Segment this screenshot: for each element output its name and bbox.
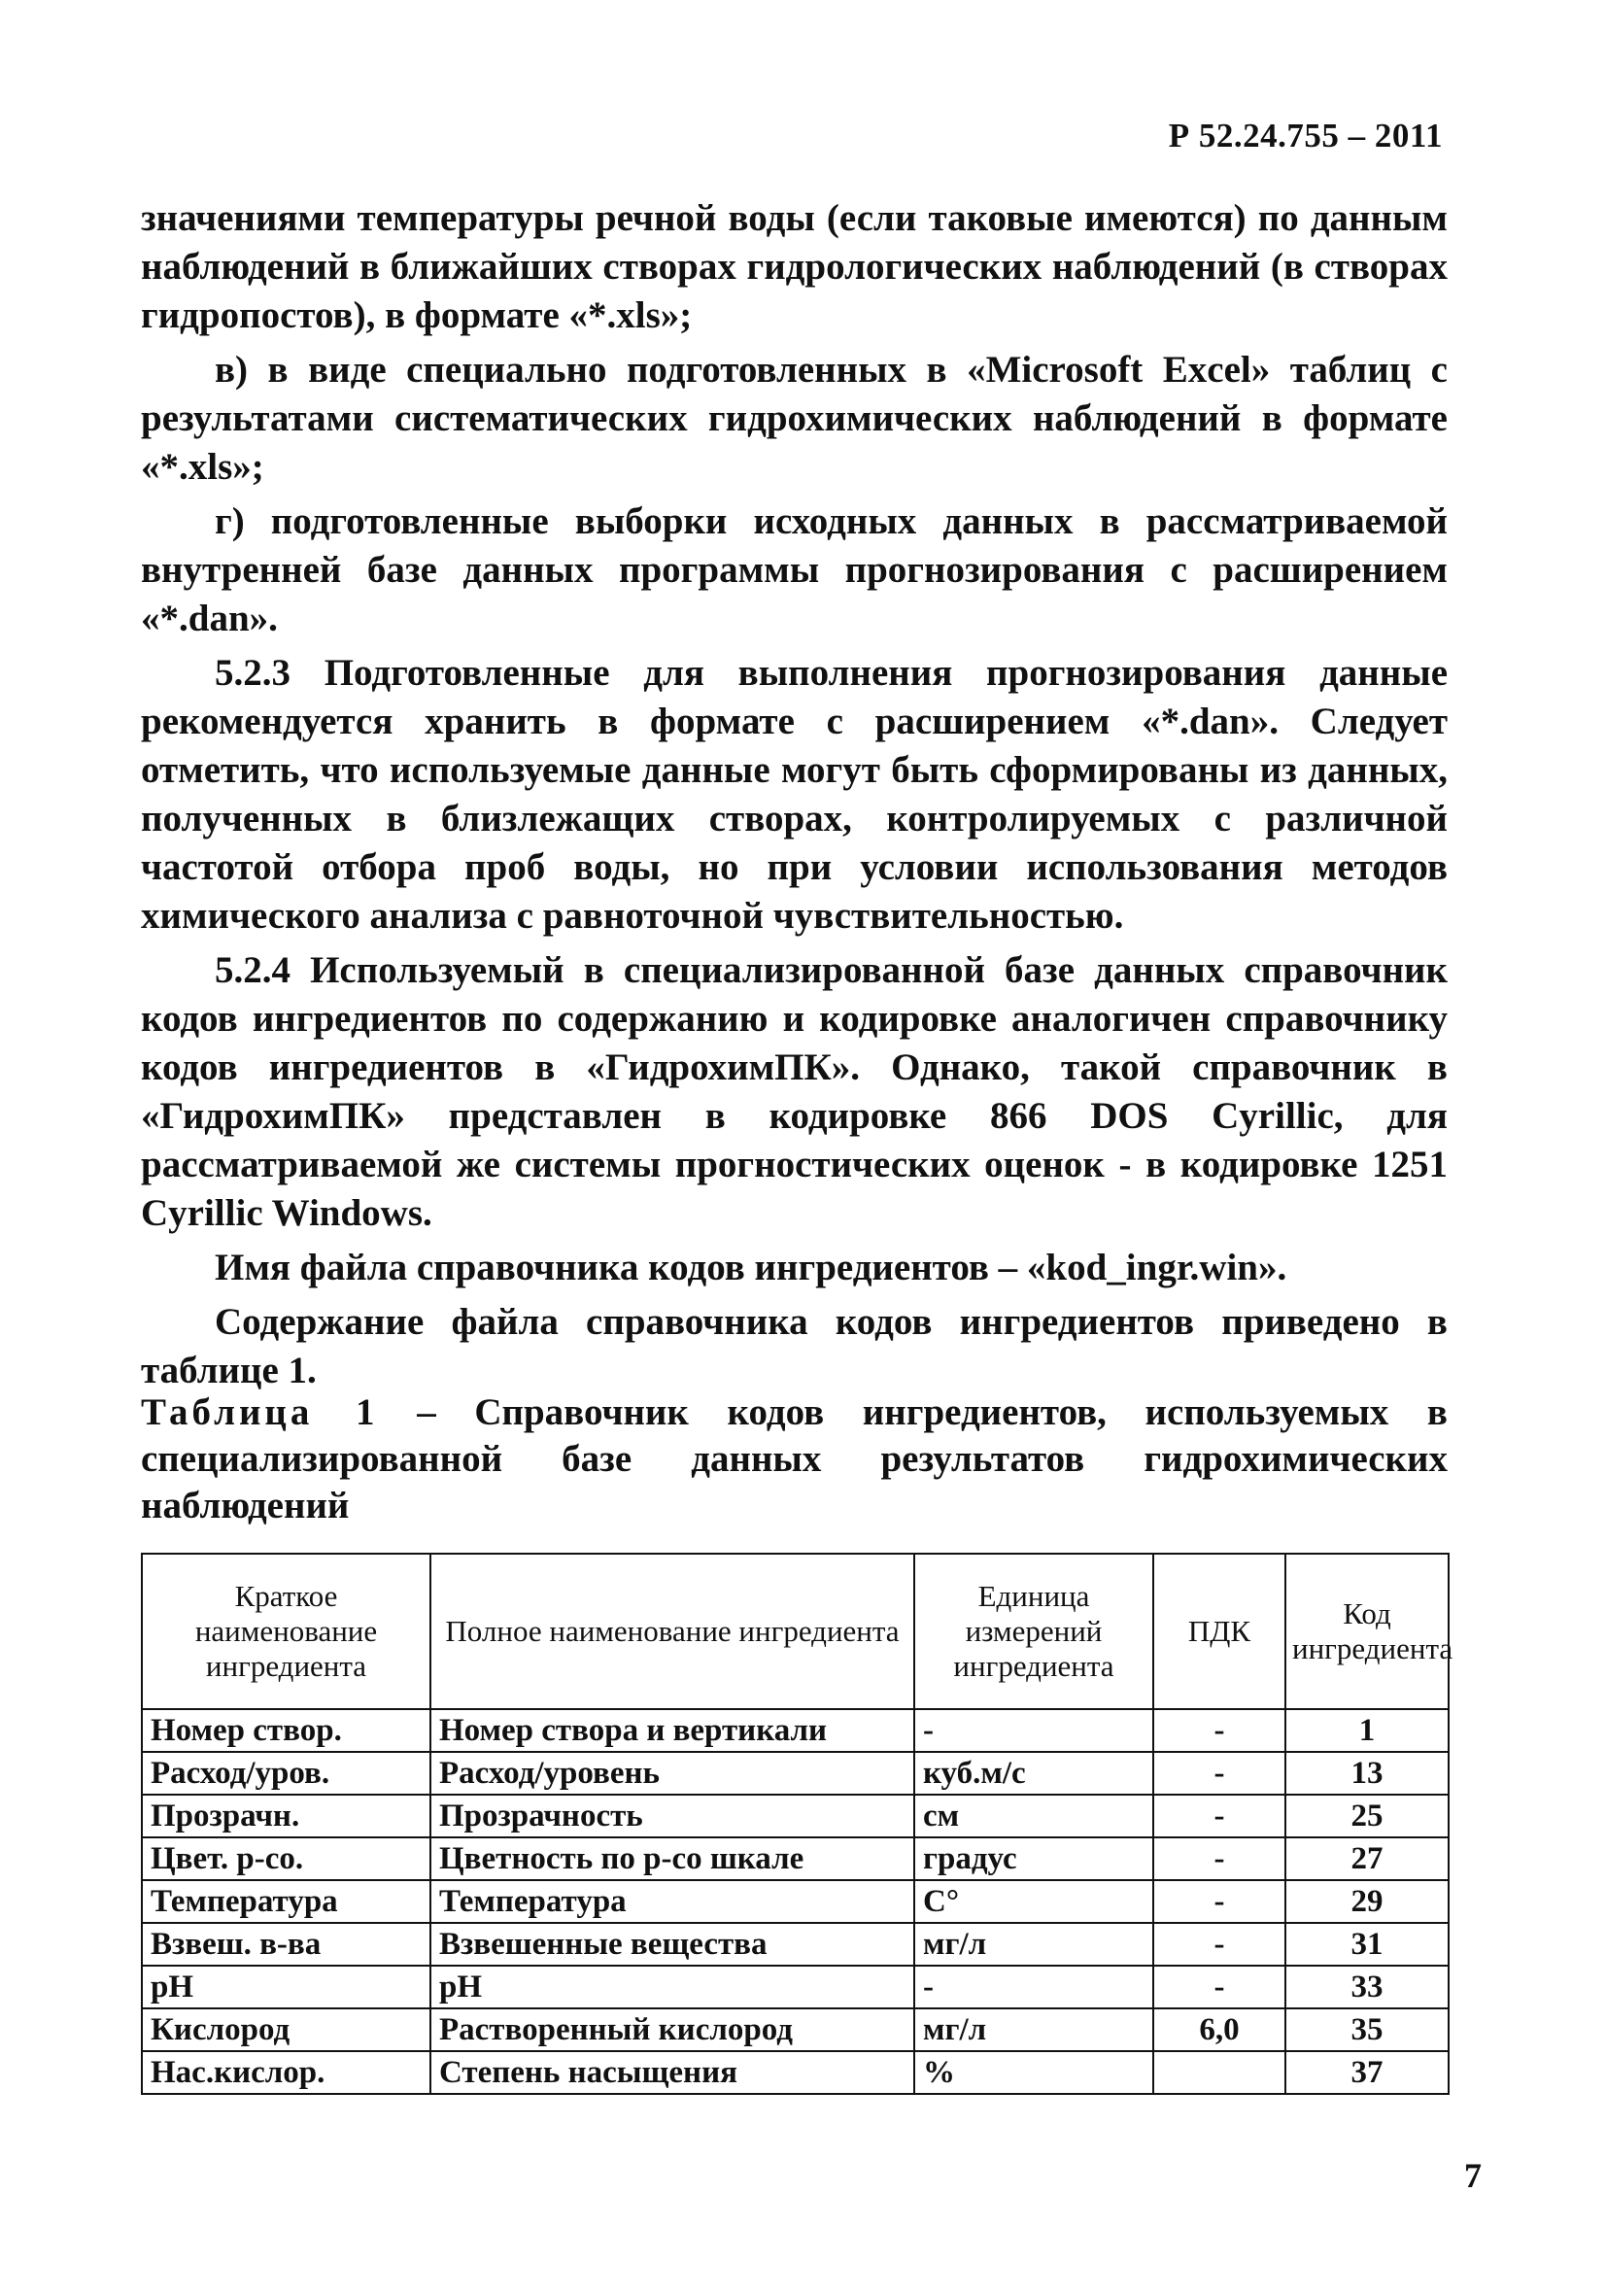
- cell-pdk: -: [1153, 1837, 1285, 1880]
- cell-unit: С°: [914, 1880, 1153, 1923]
- table-caption: [141, 1389, 1448, 1529]
- cell-pdk: -: [1153, 1923, 1285, 1966]
- header-full-name: Полное наименование ингредиента: [430, 1554, 914, 1709]
- table-row: [142, 1709, 1449, 1752]
- table-row: [142, 1752, 1449, 1795]
- cell-pdk: -: [1153, 1709, 1285, 1752]
- cell-full-name: Расход/уровень: [430, 1752, 914, 1795]
- cell-pdk: -: [1153, 1752, 1285, 1795]
- cell-code: 27: [1285, 1837, 1449, 1880]
- cell-unit: куб.м/с: [914, 1752, 1153, 1795]
- paragraph-2: в) в виде специально подготовленных в «Microsoft Excel» таблиц с результатами систематических гидрохимических наблюдений в формате «*.xls»;: [141, 349, 1448, 488]
- paragraph-7: Содержание файла справочника кодов ингредиентов приведено в таблице 1.: [141, 1301, 1448, 1391]
- header-pdk: ПДК: [1153, 1554, 1285, 1709]
- cell-pdk: -: [1153, 1795, 1285, 1837]
- cell-code: 35: [1285, 2008, 1449, 2051]
- cell-pdk: 6,0: [1153, 2008, 1285, 2051]
- cell-full-name: Взвешенные вещества: [430, 1923, 914, 1966]
- cell-unit: см: [914, 1795, 1153, 1837]
- cell-short-name: pH: [142, 1966, 430, 2008]
- ingredient-codes-table: [141, 1553, 1453, 2095]
- table-row: [142, 1837, 1449, 1880]
- document-code: Р 52.24.755 – 2011: [1168, 117, 1443, 154]
- paragraph-4: 5.2.3 Подготовленные для выполнения прогнозирования данные рекомендуется хранить в формате с расширением «*.dan». Следует отметить, что используемые данные могут быть сформированы из данных, полученных в близлежащих створах, контролируемых с различной частотой отбора проб воды, но при условии использования методов химического анализа с равноточной чувствительностью.: [141, 652, 1448, 937]
- table-caption-label: Таблица 1: [141, 1391, 379, 1433]
- header-short-name: Краткое наименование ингредиента: [142, 1554, 430, 1709]
- table-row: [142, 1923, 1449, 1966]
- cell-short-name: Нас.кислор.: [142, 2051, 430, 2094]
- cell-pdk: -: [1153, 1880, 1285, 1923]
- cell-full-name: pH: [430, 1966, 914, 2008]
- cell-full-name: Прозрачность: [430, 1795, 914, 1837]
- cell-full-name: Цветность по р-со шкале: [430, 1837, 914, 1880]
- paragraph-6: Имя файла справочника кодов ингредиентов – «kod_ingr.win».: [215, 1247, 1287, 1288]
- cell-code: 31: [1285, 1923, 1449, 1966]
- cell-unit: -: [914, 1709, 1153, 1752]
- paragraph-3: г) подготовленные выборки исходных данных в рассматриваемой внутренней базе данных программы прогнозирования с расширением «*.dan».: [141, 500, 1448, 639]
- cell-short-name: Расход/уров.: [142, 1752, 430, 1795]
- cell-short-name: Температура: [142, 1880, 430, 1923]
- cell-unit: мг/л: [914, 2008, 1153, 2051]
- table-row: [142, 1880, 1449, 1923]
- header-unit: Единица измерений ингредиента: [914, 1554, 1153, 1709]
- cell-code: 13: [1285, 1752, 1449, 1795]
- cell-code: 33: [1285, 1966, 1449, 2008]
- table-row: [142, 1795, 1449, 1837]
- table-row: [142, 2051, 1449, 2094]
- cell-code: 37: [1285, 2051, 1449, 2094]
- cell-code: 29: [1285, 1880, 1449, 1923]
- cell-full-name: Номер створа и вертикали: [430, 1709, 914, 1752]
- table-row: [142, 1966, 1449, 2008]
- cell-code: 25: [1285, 1795, 1449, 1837]
- page-number: 7: [1464, 2156, 1482, 2195]
- cell-full-name: Температура: [430, 1880, 914, 1923]
- cell-unit: мг/л: [914, 1923, 1153, 1966]
- cell-short-name: Номер створ.: [142, 1709, 430, 1752]
- header-code: Код ингредиента: [1285, 1554, 1449, 1709]
- body-text: [141, 194, 1448, 1401]
- cell-pdk: [1153, 2051, 1285, 2094]
- cell-short-name: Кислород: [142, 2008, 430, 2051]
- cell-short-name: Взвеш. в-ва: [142, 1923, 430, 1966]
- cell-unit: градус: [914, 1837, 1153, 1880]
- cell-short-name: Цвет. р-со.: [142, 1837, 430, 1880]
- cell-full-name: Степень насыщения: [430, 2051, 914, 2094]
- table-header-row: [142, 1554, 1449, 1709]
- cell-pdk: -: [1153, 1966, 1285, 2008]
- cell-code: 1: [1285, 1709, 1449, 1752]
- cell-short-name: Прозрачн.: [142, 1795, 430, 1837]
- cell-unit: -: [914, 1966, 1153, 2008]
- table-caption-text: – Справочник кодов ингредиентов, используемых в специализированной базе данных результатов гидрохимических наблюдений: [141, 1391, 1448, 1526]
- paragraph-5: 5.2.4 Используемый в специализированной базе данных справочник кодов ингредиентов по содержанию и кодировке аналогичен справочнику кодов ингредиентов в «ГидрохимПК». Однако, такой справочник в «ГидрохимПК» представлен в кодировке 866 DOS Cyrillic, для рассматриваемой же системы прогностических оценок - в кодировке 1251 Cyrillic Windows.: [141, 949, 1448, 1234]
- cell-unit: %: [914, 2051, 1153, 2094]
- cell-full-name: Растворенный кислород: [430, 2008, 914, 2051]
- paragraph-1: значениями температуры речной воды (если таковые имеются) по данным наблюдений в ближайших створах гидрологических наблюдений (в створах гидропостов), в формате «*.xls»;: [141, 197, 1448, 336]
- table-row: [142, 2008, 1449, 2051]
